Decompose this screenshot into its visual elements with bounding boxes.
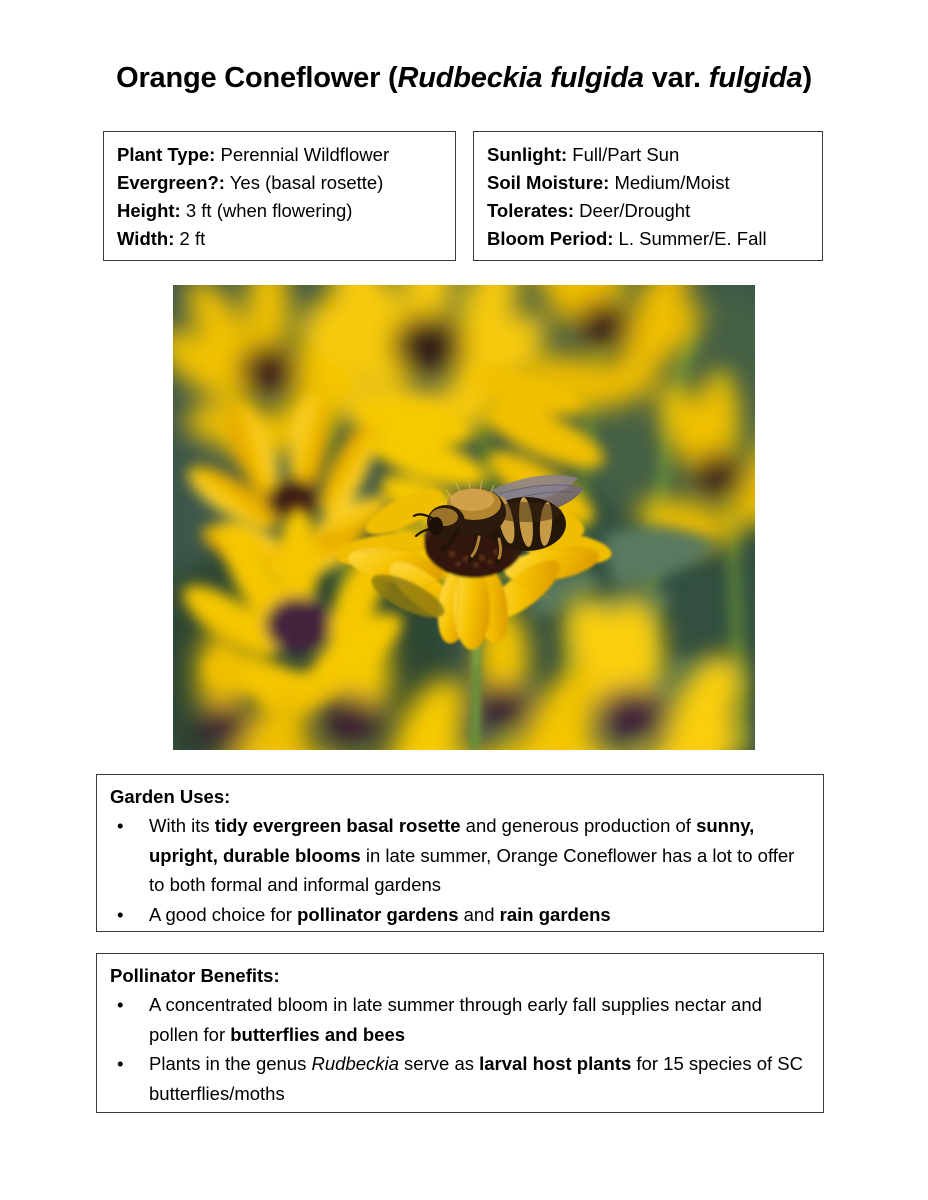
plant-attributes-box-left: [103, 131, 456, 261]
list-item: [108, 990, 813, 1049]
bullet-icon: •: [117, 903, 124, 925]
bullet-icon: •: [117, 1053, 124, 1074]
garden-uses-item-1-text: A good choice for pollinator gardens and rain gardens: [149, 903, 611, 925]
pollinator-benefits-heading: Pollinator Benefits:: [110, 965, 280, 986]
fact-row-evergreen: [117, 169, 455, 197]
pollinator-benefits-list: [108, 990, 813, 1108]
fact-value-plant-type: Perennial Wildflower: [215, 144, 390, 165]
bullet-icon: •: [117, 994, 124, 1015]
garden-uses-list: [108, 811, 813, 929]
fact-value-tolerates: Deer/Drought: [574, 200, 691, 221]
pollinator-item-0-text: A concentrated bloom in late summer through early fall supplies nectar and pollen for butterflies and bees: [149, 994, 762, 1045]
fact-row-height: [117, 197, 455, 225]
fact-value-height: 3 ft (when flowering): [180, 200, 353, 221]
fact-row-tolerates: [487, 197, 822, 225]
fact-row-width: [117, 225, 455, 253]
garden-uses-section: [96, 774, 824, 932]
fact-value-width: 2 ft: [174, 228, 206, 249]
fact-label-soil-moisture: Soil Moisture:: [487, 172, 610, 193]
fact-label-sunlight: Sunlight:: [487, 144, 568, 165]
fact-row-soil-moisture: [487, 169, 822, 197]
fact-row-plant-type: [117, 141, 455, 169]
plant-attributes-box-right: [473, 131, 823, 261]
page-title-prefix: Orange Coneflower (: [116, 62, 398, 94]
page-title-variety: fulgida: [708, 62, 803, 94]
fact-label-bloom-period: Bloom Period:: [487, 228, 614, 249]
fact-value-soil-moisture: Medium/Moist: [609, 172, 730, 193]
bullet-icon: •: [117, 815, 124, 836]
page-title: [0, 62, 928, 95]
fact-label-width: Width:: [117, 228, 175, 249]
pollinator-item-1-text: Plants in the genus Rudbeckia serve as larval host plants for 15 species of SC butterflies/moths: [149, 1053, 804, 1104]
fact-row-sunlight: [487, 141, 822, 169]
fact-label-plant-type: Plant Type:: [117, 144, 216, 165]
fact-value-sunlight: Full/Part Sun: [567, 144, 680, 165]
fact-value-bloom-period: L. Summer/E. Fall: [613, 228, 767, 249]
photo-canvas: [173, 285, 755, 750]
fact-row-bloom-period: [487, 225, 822, 253]
page-title-genus-species: Rudbeckia fulgida: [397, 62, 644, 94]
garden-uses-heading: Garden Uses:: [110, 786, 231, 807]
pollinator-benefits-section: [96, 953, 824, 1113]
page-title-var: var.: [643, 62, 709, 94]
list-item: [108, 900, 813, 930]
list-item: [108, 811, 813, 900]
list-item: [108, 1049, 813, 1108]
fact-label-height: Height:: [117, 200, 181, 221]
fact-value-evergreen: Yes (basal rosette): [224, 172, 384, 193]
page-title-suffix: ): [802, 62, 812, 94]
fact-label-tolerates: Tolerates:: [487, 200, 575, 221]
coneflower-bee-photo: [173, 285, 755, 750]
garden-uses-item-0-text: With its tidy evergreen basal rosette and generous production of sunny, upright, durable blooms in late summer, Orange Coneflower has a lot to offer to both formal and informal gardens: [149, 815, 795, 895]
fact-label-evergreen: Evergreen?:: [117, 172, 225, 193]
